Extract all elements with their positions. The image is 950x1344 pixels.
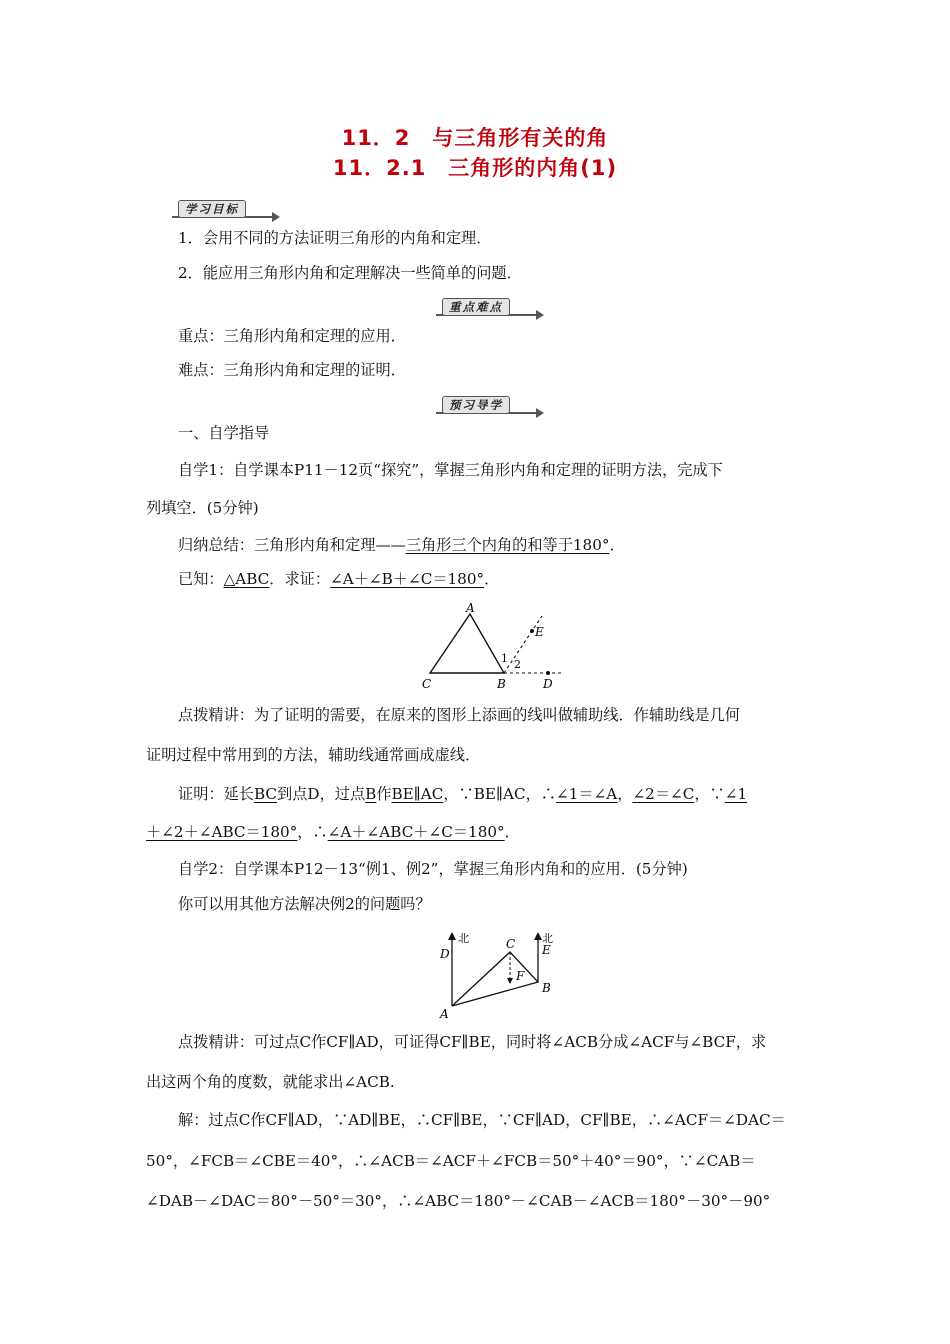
- solution-line2: 50°，∠FCB＝∠CBE＝40°，∴∠ACB＝∠ACF＋∠FCB＝50°＋40°＝90°，∵∠CAB＝: [146, 1152, 756, 1170]
- self-study-2: 自学2：自学课本P12－13“例1、例2”，掌握三角形内角和的应用．(5分钟): [178, 860, 688, 878]
- label-a: A: [440, 1007, 449, 1020]
- label-e: E: [542, 943, 551, 957]
- self-study-1-line2: 列填空．(5分钟): [146, 499, 259, 517]
- goal-1: 1．会用不同的方法证明三角形的内角和定理．: [178, 229, 492, 247]
- solution-line3: ∠DAB－∠DAC＝80°－50°＝30°，∴∠ABC＝180°－∠CAB－∠ACB＝180°－30°－90°: [146, 1192, 771, 1210]
- label-angle-2: 2: [514, 658, 521, 671]
- section-label: 学习目标: [178, 200, 246, 218]
- label-angle-1: 1: [501, 652, 508, 665]
- triangle-acb: [452, 952, 538, 1006]
- solution-line1: 解：过点C作CF∥AD，∵AD∥BE，∴CF∥BE，∵CF∥AD，CF∥BE，∴∠ACF＝∠DAC＝: [178, 1111, 786, 1129]
- page-title: 11．2 与三角形有关的角: [341, 126, 609, 150]
- triangle-abc: [430, 614, 504, 673]
- part-heading: 一、自学指导: [178, 424, 270, 442]
- label-d: D: [543, 677, 553, 691]
- point-e: [530, 629, 534, 633]
- section-banner-goals: [172, 200, 282, 222]
- question-line: 你可以用其他方法解决例2的问题吗？: [178, 895, 431, 913]
- label-north-right: 北: [542, 932, 553, 945]
- difficulty-point: 难点：三角形内角和定理的证明．: [178, 361, 406, 379]
- proof-line2: ＋∠2＋∠ABC＝180°，∴∠A＋∠ABC＋∠C＝180°．: [146, 823, 520, 841]
- label-a: A: [466, 601, 475, 615]
- direction-figure: [432, 928, 556, 1020]
- given-line: 已知：△ABC．求证：∠A＋∠B＋∠C＝180°．: [178, 570, 500, 588]
- banner-arrow-icon: [536, 310, 544, 320]
- label-d: D: [440, 947, 450, 961]
- label-north-left: 北: [458, 932, 469, 945]
- section-label: 预习导学: [442, 396, 510, 414]
- cf-arrow-icon: [507, 978, 513, 984]
- label-c: C: [506, 937, 516, 951]
- section-label: 重点难点: [442, 298, 510, 316]
- tip-1-line1: 点拨精讲：为了证明的需要，在原来的图形上添画的线叫做辅助线．作辅助线是几何: [178, 706, 740, 724]
- tip-1-line2: 证明过程中常用到的方法，辅助线通常画成虚线．: [146, 746, 481, 764]
- point-d: [546, 671, 550, 675]
- banner-arrow-icon: [536, 408, 544, 418]
- summary-answer: 三角形三个内角的和等于180°: [405, 536, 610, 554]
- label-f: F: [516, 969, 525, 983]
- section-banner-key: [436, 298, 546, 320]
- label-e: E: [535, 625, 544, 639]
- label-b: B: [497, 677, 506, 691]
- tip-2-line2: 出这两个角的度数，就能求出∠ACB.: [146, 1073, 395, 1091]
- page-subtitle: 11．2.1 三角形的内角(1): [332, 156, 618, 180]
- triangle-figure: [418, 600, 570, 692]
- proof-line1: 证明：延长BC到点D，过点B作BE∥AC，∵BE∥AC，∴∠1＝∠A，∠2＝∠C，∵∠1: [178, 785, 748, 803]
- banner-arrow-icon: [272, 212, 280, 222]
- goal-2: 2．能应用三角形内角和定理解决一些简单的问题．: [178, 264, 522, 282]
- north-arrow-icon: [448, 932, 456, 940]
- section-banner-preview: [436, 396, 546, 418]
- label-b: B: [542, 981, 551, 995]
- summary-line: 归纳总结：三角形内角和定理——三角形三个内角的和等于180°．: [178, 536, 625, 554]
- tip-2-line1: 点拨精讲：可过点C作CF∥AD，可证得CF∥BE，同时将∠ACB分成∠ACF与∠BCF，求: [178, 1033, 767, 1051]
- self-study-1-line1: 自学1：自学课本P11－12页“探究”，掌握三角形内角和定理的证明方法，完成下: [178, 461, 723, 479]
- given-triangle: △ABC: [223, 570, 270, 588]
- focus-point: 重点：三角形内角和定理的应用．: [178, 327, 406, 345]
- label-c: C: [422, 677, 432, 691]
- given-claim: ∠A＋∠B＋∠C＝180°: [330, 570, 485, 588]
- north-arrow-icon: [534, 932, 542, 940]
